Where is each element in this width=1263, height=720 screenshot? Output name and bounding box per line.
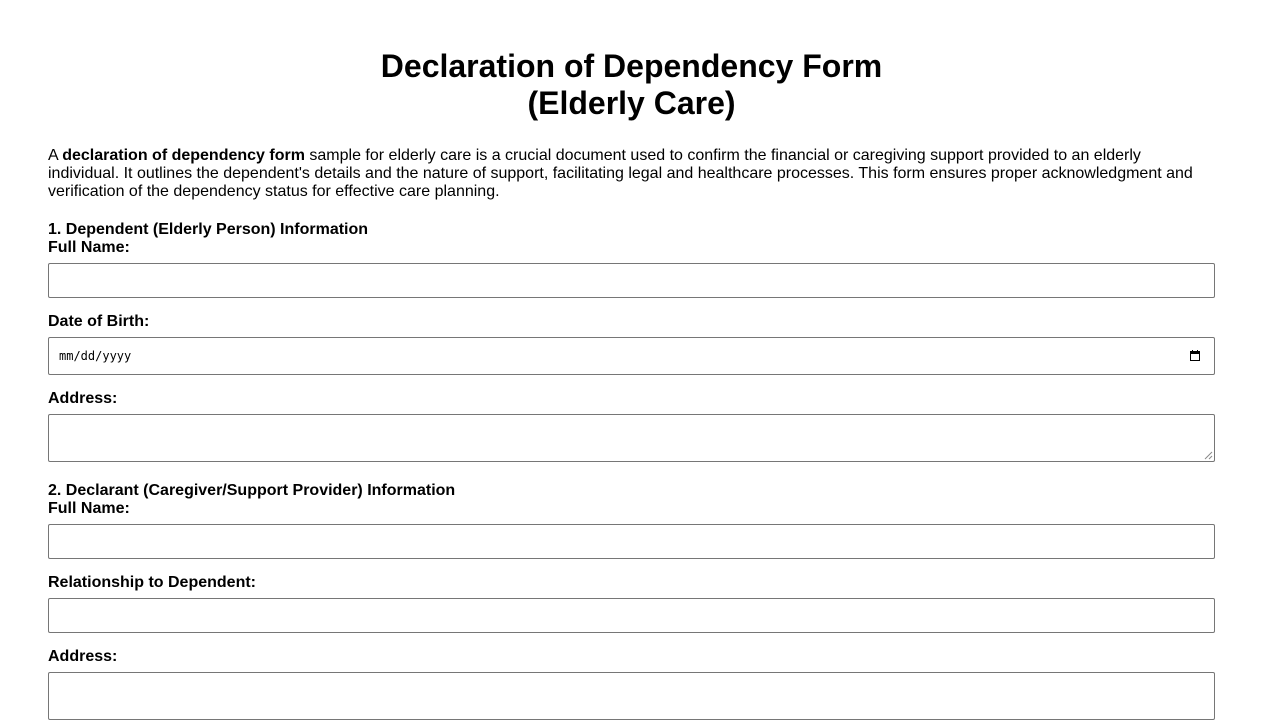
dependent-full-name-label: Full Name: (48, 239, 130, 256)
intro-rest: sample for elderly care is a crucial document used to confirm the financial or caregiving support provided to an elderly individual. It outlines the dependent's details and the nature of support, facilitating legal and healthcare processes. This form ensures proper acknowledgment and verification of the dependency status for effective care planning. (48, 147, 1193, 200)
dependent-section (48, 221, 1215, 462)
relationship-input[interactable] (48, 598, 1215, 633)
page-title (48, 0, 1215, 122)
dob-placeholder: mm/dd/yyyy (59, 349, 132, 363)
resize-handle-icon[interactable] (1204, 451, 1213, 460)
intro-bold-term: declaration of dependency form (62, 147, 305, 164)
declarant-address-textarea[interactable] (48, 672, 1215, 720)
declarant-section (48, 482, 1215, 720)
intro-prefix: A (48, 147, 63, 164)
declarant-address-label: Address: (48, 648, 118, 665)
dependent-section-title: 1. Dependent (Elderly Person) Information (48, 221, 369, 238)
dependent-address-label: Address: (48, 390, 118, 407)
intro-paragraph (48, 147, 1215, 201)
title-line-2: (Elderly Care) (527, 85, 736, 121)
title-line-1: Declaration of Dependency Form (380, 48, 883, 84)
declarant-section-title: 2. Declarant (Caregiver/Support Provider) Information (48, 482, 456, 499)
declarant-full-name-input[interactable] (48, 524, 1215, 559)
dependent-dob-label: Date of Birth: (48, 313, 150, 330)
declarant-full-name-label: Full Name: (48, 500, 130, 517)
dependent-full-name-input[interactable] (48, 263, 1215, 298)
dependent-address-textarea[interactable] (48, 414, 1215, 462)
calendar-icon[interactable] (1190, 350, 1200, 361)
dependent-dob-input[interactable] (48, 337, 1215, 375)
relationship-label: Relationship to Dependent: (48, 574, 256, 591)
